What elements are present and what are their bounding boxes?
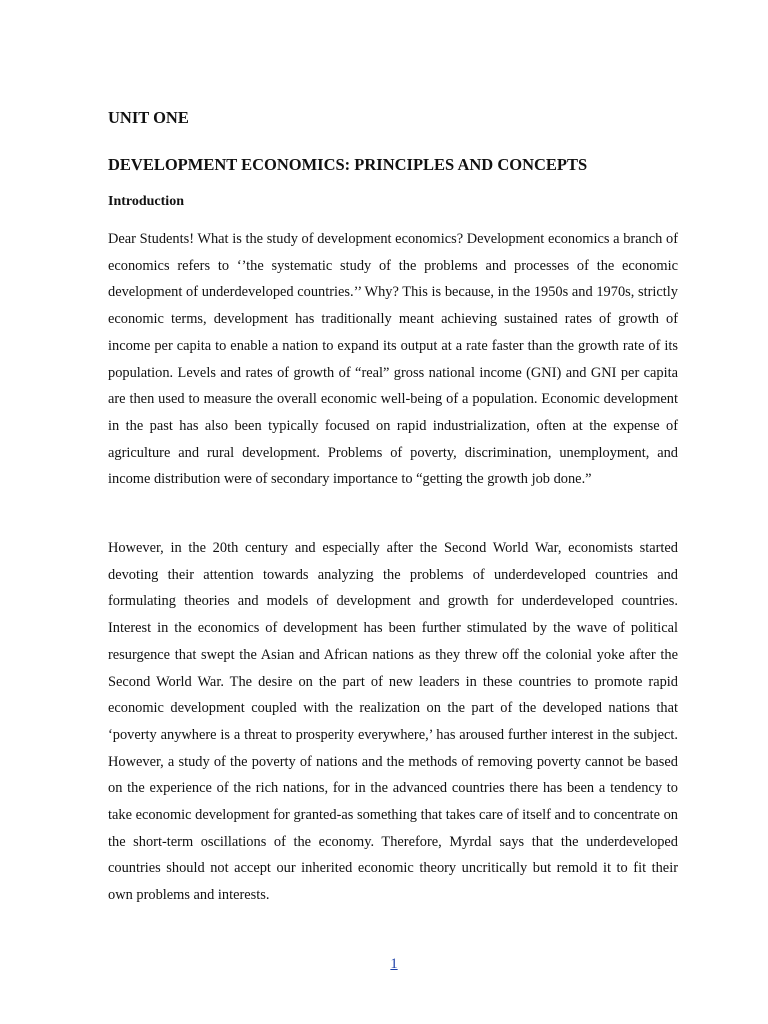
unit-title: UNIT ONE [108, 108, 189, 127]
section-heading-introduction: Introduction [108, 194, 184, 209]
page-number-link[interactable]: 1 [390, 956, 398, 972]
paragraph-introduction: Dear Students! What is the study of development economics? Development economics a branch of economics refers to ‘’the systematic study of the problems and processes of the economic development of underdeveloped countries.’’ Why? This is because, in the 1950s and 1970s, strictly economic terms, development has traditionally meant achieving sustained rates of growth of income per capita to enable a nation to expand its output at a rate faster than the growth rate of its population. Levels and rates of growth of “real” gross national income (GNI) and GNI per capita are then used to measure the overall economic well-being of a population. Economic development in the past has also been typically focused on rapid industrialization, often at the expense of agriculture and rural development. Problems of poverty, discrimination, unemployment, and income distribution were of secondary importance to “getting the growth job done.” [108, 231, 678, 488]
chapter-title: DEVELOPMENT ECONOMICS: PRINCIPLES AND CONCEPTS [108, 155, 588, 174]
paragraph-history: However, in the 20th century and especially after the Second World War, economists started devoting their attention towards analyzing the problems of underdeveloped countries and formulating theories and models of development and growth for underdeveloped countries. Interest in the economics of development has been further stimulated by the wave of political resurgence that swept the Asian and African nations as they threw off the colonial yoke after the Second World War. The desire on the part of new leaders in these countries to promote rapid economic development coupled with the realization on the part of the developed nations that ‘poverty anywhere is a threat to prosperity everywhere,’ has aroused further interest in the subject. However, a study of the poverty of nations and the methods of removing poverty cannot be based on the experience of the rich nations, for in the advanced countries there has been a tendency to take economic development for granted-as something that takes care of itself and to concentrate on the short-term oscillations of the economy. Therefore, Myrdal says that the underdeveloped countries should not accept our inherited economic theory uncritically but remold it to fit their own problems and interests. [108, 540, 678, 904]
